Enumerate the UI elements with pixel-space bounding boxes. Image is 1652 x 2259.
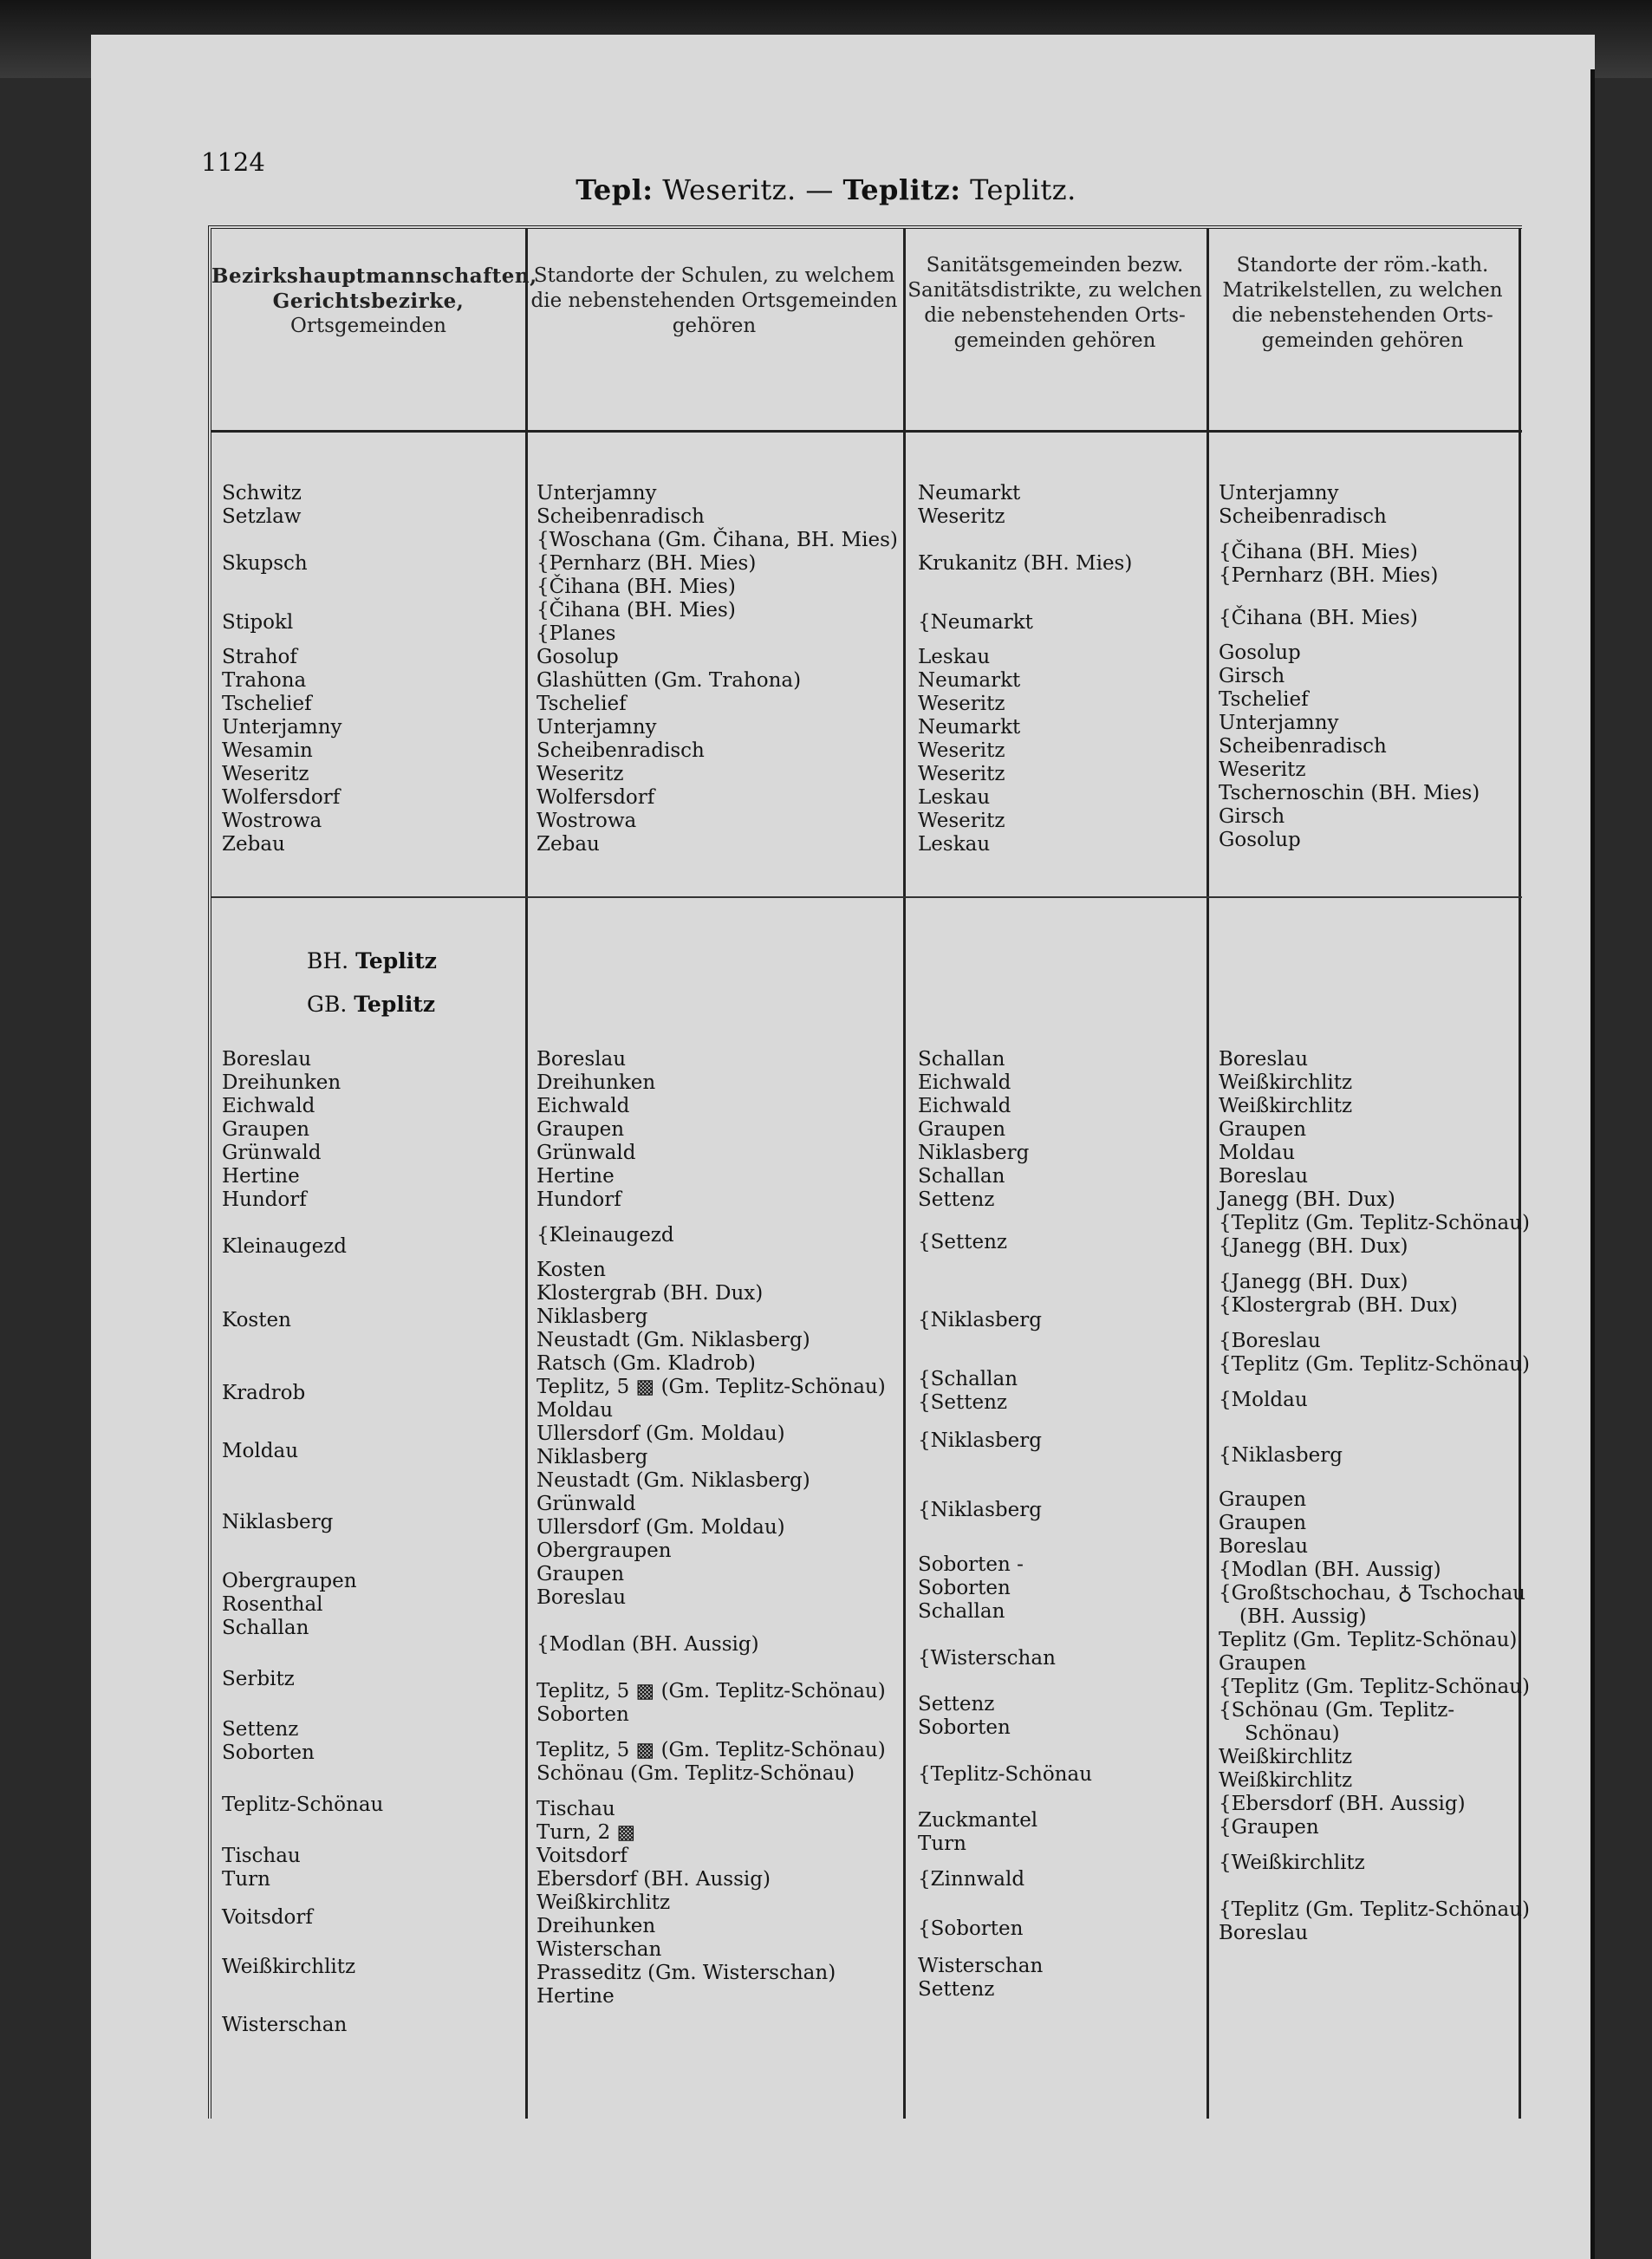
s2-c4-item: {Ebersdorf (BH. Aussig)	[1219, 1793, 1466, 1815]
s2-c3-item: Turn	[918, 1833, 966, 1855]
s2-c3-item: {Niklasberg	[918, 1429, 1042, 1452]
s2-c2-item: Niklasberg	[537, 1446, 648, 1468]
s1-c4-item: {Pernharz (BH. Mies)	[1219, 564, 1439, 587]
s2-c1-item: Hertine	[222, 1165, 300, 1188]
s1-c2-item: Scheibenradisch	[537, 739, 705, 762]
s2-c1-item: Settenz	[222, 1718, 299, 1741]
s2-c4-item: Weißkirchlitz	[1219, 1769, 1353, 1792]
s2-c2-item: Boreslau	[537, 1586, 627, 1609]
gazetteer-table	[208, 225, 1531, 2119]
s2-c3-item: {Teplitz-Schönau	[918, 1762, 1093, 1786]
s2-c4-item: Graupen	[1219, 1488, 1307, 1511]
s2-c4-item: {Weißkirchlitz	[1219, 1851, 1365, 1874]
s1-c1-item: Weseritz	[222, 763, 309, 785]
s2-c4-item: (BH. Aussig)	[1239, 1605, 1367, 1628]
s2-c1-item: Kosten	[222, 1308, 291, 1331]
s2-c4-item: {Janegg (BH. Dux)	[1219, 1235, 1408, 1258]
running-head-right-text: Teplitz.	[970, 173, 1076, 206]
s2-c4-item: Weißkirchlitz	[1219, 1095, 1353, 1117]
s2-col2	[537, 1048, 886, 2008]
s1-c1-item: Strahof	[222, 646, 297, 668]
s1-c3-item: Neumarkt	[918, 482, 1021, 505]
s2-c2-item: Niklasberg	[537, 1305, 648, 1328]
s1-c4-item: Girsch	[1219, 665, 1285, 687]
s1-c1-item: Stipokl	[222, 610, 294, 634]
s1-c3-item: Weseritz	[918, 763, 1005, 785]
header-col3-line4: gemeinden gehören	[953, 329, 1156, 352]
s2-c2-item: Teplitz, 5 ▩ (Gm. Teplitz-Schönau)	[537, 1376, 886, 1398]
gb-prefix: GB.	[307, 992, 348, 1017]
column-rule-3	[1206, 229, 1209, 2119]
bh-subheading	[307, 948, 437, 973]
s2-c4-item: {Teplitz (Gm. Teplitz-Schönau)	[1219, 1212, 1531, 1234]
section-rule	[211, 896, 1522, 898]
s2-c1-item: Graupen	[222, 1118, 310, 1141]
s2-c1-item: Hundorf	[222, 1188, 307, 1211]
s2-c2-item: Neustadt (Gm. Niklasberg)	[537, 1329, 810, 1351]
s2-c4-item: {Großtschochau, ♁ Tschochau	[1219, 1582, 1525, 1605]
s1-c3-item: Neumarkt	[918, 669, 1021, 692]
s2-c4-item: {Niklasberg	[1219, 1444, 1343, 1467]
s2-c1-item: Moldau	[222, 1439, 299, 1462]
s1-c4-item: Tschelief	[1219, 688, 1309, 711]
s2-c1-item: Turn	[222, 1868, 270, 1891]
s2-c1-item: Wisterschan	[222, 2014, 348, 2036]
s2-c4-item: {Janegg (BH. Dux)	[1219, 1271, 1408, 1293]
s2-c3-item: {Niklasberg	[918, 1498, 1042, 1521]
s1-col1	[222, 482, 342, 856]
gb-name: Teplitz	[354, 992, 436, 1017]
s2-c3-item: Niklasberg	[918, 1142, 1030, 1164]
s1-c1-item: Tschelief	[222, 693, 312, 715]
s2-c4-item: {Teplitz (Gm. Teplitz-Schönau)	[1219, 1676, 1531, 1698]
s1-c1-item: Unterjamny	[222, 716, 342, 739]
s2-c1-item: Teplitz-Schönau	[222, 1793, 384, 1816]
s2-c4-item: Teplitz (Gm. Teplitz-Schönau)	[1219, 1629, 1518, 1651]
s2-c2-item: Hertine	[537, 1985, 615, 2008]
s2-c1-item: Boreslau	[222, 1048, 312, 1071]
s2-c4-item: {Teplitz (Gm. Teplitz-Schönau)	[1219, 1353, 1531, 1376]
s2-c1-item: Dreihunken	[222, 1071, 341, 1094]
s2-c1-item: Rosenthal	[222, 1593, 323, 1616]
s1-c3-item: Leskau	[918, 786, 991, 809]
s1-c4-item: Girsch	[1219, 805, 1285, 828]
s2-c2-item: Prasseditz (Gm. Wisterschan)	[537, 1962, 836, 1984]
s1-c1-item: Wolfersdorf	[222, 786, 341, 809]
s2-col1	[222, 1048, 383, 2060]
s2-c2-item: Ratsch (Gm. Kladrob)	[537, 1352, 756, 1375]
running-head-right-bold: Teplitz:	[842, 173, 961, 206]
header-col1-line2: Gerichtsbezirke,	[272, 290, 465, 313]
s2-c3-item: Graupen	[918, 1118, 1006, 1141]
s1-c3-item: Weseritz	[918, 810, 1005, 832]
s1-c1-item: Schwitz	[222, 482, 302, 505]
s1-c2-item: {Woschana (Gm. Čihana, BH. Mies)	[537, 529, 898, 551]
s2-c4-item: Janegg (BH. Dux)	[1219, 1188, 1395, 1211]
bh-prefix: BH.	[307, 948, 349, 973]
s2-c4-item: Graupen	[1219, 1118, 1307, 1141]
s2-c2-item: Ullersdorf (Gm. Moldau)	[537, 1516, 785, 1539]
s2-c2-item: Teplitz, 5 ▩ (Gm. Teplitz-Schönau)	[537, 1739, 886, 1761]
s2-c1-item: Kleinaugezd	[222, 1235, 348, 1258]
s2-c3-item: Wisterschan	[918, 1955, 1044, 1977]
s2-c2-item: Grünwald	[537, 1493, 636, 1515]
s1-c2-item: Wostrowa	[537, 810, 637, 832]
s1-c2-item: {Planes	[537, 622, 616, 645]
s2-c4-item: Moldau	[1219, 1142, 1296, 1164]
s2-c1-item: Weißkirchlitz	[222, 1955, 356, 1978]
s2-c3-item: {Settenz	[918, 1230, 1008, 1253]
header-col2-line3: gehören	[672, 315, 757, 337]
s2-c2-item: Hundorf	[537, 1188, 621, 1211]
s2-c2-item: Schönau (Gm. Teplitz-Schönau)	[537, 1762, 855, 1785]
s2-c2-item: {Kleinaugezd	[537, 1223, 674, 1247]
s2-c4-item: Graupen	[1219, 1652, 1307, 1675]
gb-subheading	[307, 992, 435, 1017]
column-rule-1	[525, 229, 528, 2119]
s1-c3-item: Weseritz	[918, 693, 1005, 715]
s2-c3-item: Schallan	[918, 1048, 1005, 1071]
s1-c1-item: Skupsch	[222, 552, 308, 575]
s1-c3-item: Leskau	[918, 833, 991, 856]
s1-c3-item: Krukanitz (BH. Mies)	[918, 552, 1133, 575]
s1-c2-item: Glashütten (Gm. Trahona)	[537, 669, 802, 692]
s1-c4-item: Tschernoschin (BH. Mies)	[1219, 782, 1480, 804]
s2-c1-item: Serbitz	[222, 1667, 295, 1690]
s2-c3-item: {Settenz	[918, 1391, 1008, 1414]
header-col4-line1: Standorte der röm.-kath.	[1236, 254, 1489, 277]
s2-c4-item: {Boreslau	[1219, 1330, 1321, 1352]
s2-c3-item: {Zinnwald	[918, 1867, 1025, 1891]
s1-c4-item: Unterjamny	[1219, 712, 1339, 734]
s2-c2-item: Obergraupen	[537, 1540, 672, 1562]
header-col2-line1: Standorte der Schulen, zu welchem	[533, 264, 895, 287]
s1-c4-item: Gosolup	[1219, 829, 1301, 851]
s2-c3-item: {Soborten	[918, 1917, 1024, 1940]
s1-c3-item: Neumarkt	[918, 716, 1021, 739]
s2-c3-item: {Wisterschan	[918, 1646, 1056, 1670]
s2-c2-item: Graupen	[537, 1563, 625, 1585]
s1-c4-item: {Čihana (BH. Mies)	[1219, 541, 1418, 563]
s2-c1-item: Schallan	[222, 1617, 309, 1639]
s2-c2-item: Ebersdorf (BH. Aussig)	[537, 1868, 771, 1891]
s2-c4-item: Weißkirchlitz	[1219, 1746, 1353, 1768]
s2-c3-item: Settenz	[918, 1188, 995, 1211]
s1-col2	[537, 482, 898, 856]
header-col4	[1206, 253, 1519, 354]
s1-c4-item: Gosolup	[1219, 641, 1301, 664]
s1-col3	[918, 482, 1132, 856]
s1-c4-item: Scheibenradisch	[1219, 505, 1387, 528]
s2-c3-item: Settenz	[918, 1978, 995, 2001]
s2-c1-item: Voitsdorf	[222, 1905, 313, 1929]
s2-c1-item: Grünwald	[222, 1142, 322, 1164]
s2-c4-item: Boreslau	[1219, 1165, 1309, 1188]
s2-c2-item: Klostergrab (BH. Dux)	[537, 1282, 764, 1305]
s1-c1-item: Wesamin	[222, 739, 313, 762]
s2-c2-item: Weißkirchlitz	[537, 1891, 671, 1914]
s2-c3-item: Schallan	[918, 1165, 1005, 1188]
s2-c4-item: {Graupen	[1219, 1816, 1319, 1839]
s2-c4-item: Boreslau	[1219, 1922, 1309, 1944]
s1-c2-item: Zebau	[537, 833, 600, 856]
header-col4-line2: Matrikelstellen, zu welchen	[1222, 279, 1503, 302]
s1-c1-item: Wostrowa	[222, 810, 322, 832]
s1-c1-item: Trahona	[222, 669, 307, 692]
running-head	[0, 173, 1652, 206]
s1-c4-item: Weseritz	[1219, 758, 1306, 781]
s2-c3-item: Soborten -	[918, 1553, 1024, 1576]
s1-c2-item: Unterjamny	[537, 716, 657, 739]
header-col4-line3: die nebenstehenden Orts-	[1232, 304, 1493, 327]
s1-c1-item: Zebau	[222, 833, 285, 856]
s1-c2-item: Gosolup	[537, 646, 619, 668]
s2-c3-item: Schallan	[918, 1600, 1005, 1623]
s2-col3	[918, 1048, 1092, 2002]
s2-c1-item: Obergraupen	[222, 1570, 357, 1592]
page-number: 1124	[201, 147, 265, 177]
s2-col4	[1219, 1048, 1530, 1945]
s1-c2-item: {Čihana (BH. Mies)	[537, 576, 736, 598]
s2-c4-item: Schönau)	[1245, 1722, 1340, 1745]
s1-c4-item: {Čihana (BH. Mies)	[1219, 606, 1418, 629]
s2-c4-item: {Teplitz (Gm. Teplitz-Schönau)	[1219, 1898, 1531, 1921]
s2-c4-item: {Modlan (BH. Aussig)	[1219, 1559, 1441, 1581]
s2-c2-item: Grünwald	[537, 1142, 636, 1164]
s1-c2-item: Unterjamny	[537, 482, 657, 505]
s2-c3-item: Zuckmantel	[918, 1809, 1038, 1832]
s2-c2-item: Dreihunken	[537, 1071, 656, 1094]
header-col1-line1: Bezirkshauptmannschaften,	[211, 264, 537, 288]
s2-c2-item: Teplitz, 5 ▩ (Gm. Teplitz-Schönau)	[537, 1680, 886, 1702]
header-col1-line3: Ortsgemeinden	[290, 315, 446, 337]
s2-c4-item: Boreslau	[1219, 1535, 1309, 1558]
s2-c4-item: {Klostergrab (BH. Dux)	[1219, 1294, 1458, 1317]
s2-c3-item: Eichwald	[918, 1071, 1011, 1094]
running-head-left-bold: Tepl:	[576, 173, 654, 206]
s2-c4-gap	[1219, 1259, 1530, 1271]
s2-c3-item: Settenz	[918, 1693, 995, 1715]
s2-c3-item: Eichwald	[918, 1095, 1011, 1117]
s2-c4-item: {Schönau (Gm. Teplitz-	[1219, 1699, 1455, 1722]
s2-c2-item: Ullersdorf (Gm. Moldau)	[537, 1422, 785, 1445]
header-col2-line2: die nebenstehenden Ortsgemeinden	[530, 290, 898, 312]
s1-c4-item: Unterjamny	[1219, 482, 1339, 505]
s2-c2-item: Kosten	[537, 1259, 606, 1281]
s1-c4-item: Scheibenradisch	[1219, 735, 1387, 758]
s2-c2-gap	[537, 1786, 886, 1798]
s2-c1-item: Kradrob	[222, 1381, 306, 1404]
column-rule-2	[903, 229, 906, 2119]
header-col3-line1: Sanitätsgemeinden bezw.	[926, 254, 1184, 277]
header-col3	[903, 253, 1206, 354]
s1-c2-item: Tschelief	[537, 693, 627, 715]
s1-c2-item: Scheibenradisch	[537, 505, 705, 528]
s1-c2-item: {Pernharz (BH. Mies)	[537, 552, 757, 575]
s2-c4-item: Boreslau	[1219, 1048, 1309, 1071]
s2-c1-item: Soborten	[222, 1741, 315, 1764]
s2-c3-item: Soborten	[918, 1716, 1011, 1739]
header-rule	[211, 430, 1522, 433]
s2-c4-item: {Moldau	[1219, 1388, 1308, 1411]
s2-c2-item: {Modlan (BH. Aussig)	[537, 1633, 759, 1656]
header-col1	[211, 264, 537, 339]
s2-c1-item: Niklasberg	[222, 1510, 334, 1533]
s2-c2-gap	[537, 1727, 886, 1739]
running-head-left-text: Weseritz.	[662, 173, 797, 206]
s2-c2-item: Graupen	[537, 1118, 625, 1141]
s1-c3-item: {Neumarkt	[918, 610, 1033, 634]
header-col4-line4: gemeinden gehören	[1261, 329, 1464, 352]
s2-c4-item: Weißkirchlitz	[1219, 1071, 1353, 1094]
s1-c2-item: {Čihana (BH. Mies)	[537, 599, 736, 622]
s1-c2-item: Weseritz	[537, 763, 624, 785]
s2-c4-item: Graupen	[1219, 1512, 1307, 1534]
s2-c2-item: Boreslau	[537, 1048, 627, 1071]
header-col3-line2: Sanitätsdistrikte, zu welchen	[907, 279, 1202, 302]
s1-c3-item: Weseritz	[918, 505, 1005, 528]
s1-c3-item: Leskau	[918, 646, 991, 668]
page-edge-shadow	[1590, 69, 1595, 2259]
header-col3-line3: die nebenstehenden Orts-	[924, 304, 1186, 327]
s2-c4-gap	[1219, 1318, 1530, 1330]
s2-c1-item: Tischau	[222, 1845, 301, 1867]
s2-c3-item: {Schallan	[918, 1368, 1018, 1390]
s2-c2-item: Wisterschan	[537, 1938, 662, 1961]
s2-c2-item: Moldau	[537, 1399, 614, 1422]
s2-c2-item: Hertine	[537, 1165, 615, 1188]
s2-c2-item: Tischau	[537, 1798, 615, 1820]
s2-c2-item: Turn, 2 ▩	[537, 1821, 636, 1844]
header-col2	[525, 264, 903, 339]
s2-c1-item: Eichwald	[222, 1095, 315, 1117]
s1-col4	[1219, 482, 1480, 852]
s1-c1-item: Setzlaw	[222, 505, 302, 528]
s2-c2-item: Voitsdorf	[537, 1845, 628, 1867]
s1-c3-item: Weseritz	[918, 739, 1005, 762]
s2-c2-item: Neustadt (Gm. Niklasberg)	[537, 1469, 810, 1492]
running-head-dash: —	[805, 173, 834, 206]
s2-c3-item: {Niklasberg	[918, 1308, 1042, 1331]
s2-c2-item: Dreihunken	[537, 1915, 656, 1937]
s2-c2-item: Soborten	[537, 1703, 629, 1726]
s1-c2-item: Wolfersdorf	[537, 786, 655, 809]
bh-name: Teplitz	[355, 948, 437, 973]
s2-c3-item: Soborten	[918, 1577, 1011, 1599]
s2-c2-item: Eichwald	[537, 1095, 630, 1117]
